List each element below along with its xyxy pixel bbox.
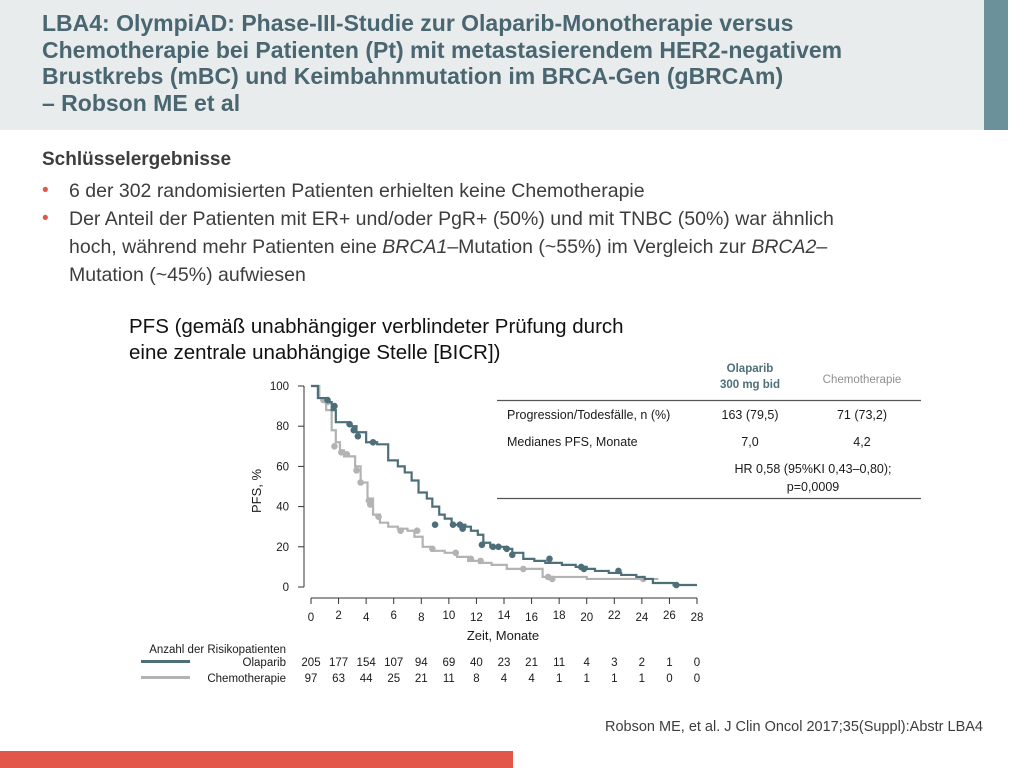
risk-value: 21 [414, 673, 428, 685]
chart-title-line: PFS (gemäß unabhängiger verblindeter Prüfung durch [129, 315, 624, 338]
title-line: – Robson ME et al [42, 89, 241, 116]
risk-value: 1 [638, 673, 646, 685]
censor-mark [477, 558, 484, 565]
risk-value: 21 [525, 657, 538, 669]
risk-value: 0 [666, 673, 673, 685]
x-tick-label: 14 [497, 610, 511, 622]
censor-mark [346, 421, 353, 428]
censor-mark [479, 541, 486, 548]
risk-value: 40 [470, 657, 483, 669]
risk-value: 94 [414, 657, 428, 669]
risk-value: 23 [497, 657, 511, 669]
bullet-text: Mutation (~45%) aufwiesen [69, 264, 306, 286]
x-tick-label: 10 [442, 610, 456, 622]
censor-mark [370, 439, 377, 446]
censor-mark [429, 546, 436, 553]
risk-value: 1 [611, 673, 618, 685]
censor-mark [495, 544, 502, 551]
risk-value: 97 [304, 673, 318, 685]
y-tick-label: 40 [276, 501, 289, 514]
gene-name: BRCA2 [751, 236, 817, 258]
censor-mark [357, 479, 364, 486]
bullet-text: • 6 der 302 randomisierten Patienten erhielten keine Chemotherapie [69, 180, 645, 202]
censor-mark [673, 582, 680, 589]
censor-mark [509, 552, 516, 559]
censor-mark [450, 521, 457, 528]
censor-mark [459, 525, 466, 532]
x-tick-label: 0 [307, 612, 315, 624]
censor-mark [546, 556, 553, 563]
censor-mark [549, 576, 556, 583]
x-tick-label: 26 [663, 610, 676, 622]
summary-value: 163 (79,5) [721, 408, 779, 422]
risk-value: 63 [332, 673, 345, 685]
censor-mark [468, 556, 475, 563]
risk-value: 4 [528, 673, 535, 685]
y-tick-label: 80 [276, 421, 289, 434]
risk-value: 177 [328, 657, 349, 669]
risk-value: 1 [583, 673, 590, 685]
title-line: Chemotherapie bei Patienten (Pt) mit metastasierendem HER2-negativem [42, 36, 843, 63]
censor-mark [397, 527, 404, 534]
censor-mark [452, 550, 459, 557]
risk-value: 11 [553, 657, 566, 669]
y-tick-label: 0 [282, 582, 289, 594]
risk-value: 8 [473, 673, 480, 685]
censor-mark [331, 403, 338, 410]
x-tick-label: 24 [635, 612, 649, 624]
x-tick-label: 28 [690, 612, 704, 624]
censor-mark [350, 427, 357, 434]
risk-values [301, 657, 700, 685]
risk-value: 0 [693, 673, 701, 685]
risk-value: 205 [301, 657, 321, 669]
risk-value: 3 [611, 657, 618, 669]
risk-value: 69 [442, 657, 456, 669]
bullet-text-part: –Mutation (~55%) im Vergleich zur [447, 236, 752, 258]
censor-mark [581, 566, 588, 573]
y-tick-label: 60 [276, 461, 289, 474]
risk-value: 2 [638, 657, 646, 669]
bullet-text-part: – [816, 236, 828, 258]
censor-mark [355, 433, 362, 440]
x-axis-label: Zeit, Monate [466, 628, 540, 643]
summary-row-label: Progression/Todesfälle, n (%) [507, 408, 671, 422]
summary-col-chemo: Chemotherapie [822, 374, 902, 386]
summary-value: 7,0 [741, 435, 759, 449]
x-tick-label: 4 [362, 612, 370, 624]
chart-title-line: eine zentrale unabhängige Stelle [BICR]) [129, 341, 501, 364]
censor-mark [367, 501, 374, 508]
bullet-text-part: hoch, während mehr Patienten eine [69, 236, 383, 258]
y-tick-label: 100 [269, 381, 289, 393]
x-tick-label: 2 [335, 610, 342, 622]
censor-mark [432, 521, 439, 528]
summary-value: 71 (73,2) [836, 408, 888, 422]
risk-value: 154 [356, 657, 376, 669]
risk-value: 1 [555, 673, 563, 685]
x-tick-label: 16 [525, 612, 538, 624]
risk-row-label: Chemotherapie [207, 673, 286, 685]
risk-value: 11 [442, 673, 455, 685]
section-heading: Schlüsselergebnisse [42, 149, 232, 170]
censor-mark [503, 546, 510, 553]
footer-bar [0, 751, 513, 768]
censor-mark [615, 568, 622, 575]
risk-value: 44 [359, 673, 373, 685]
summary-col-olaparib: Olaparib [726, 363, 774, 375]
censor-mark [344, 451, 351, 458]
x-tick-label: 22 [607, 610, 621, 622]
summary-row-label: Medianes PFS, Monate [507, 435, 638, 449]
censor-mark [324, 397, 331, 404]
citation: Robson ME, et al. J Clin Oncol 2017;35(Suppl):Abstr LBA4 [605, 719, 983, 735]
censor-mark [414, 527, 421, 534]
x-tick-label: 8 [418, 612, 425, 624]
hazard-ratio: HR 0,58 (95%KI 0,43–0,80); [734, 462, 892, 476]
censor-mark [520, 566, 527, 573]
risk-row-label: Olaparib [242, 657, 286, 669]
risk-value: 4 [583, 657, 590, 669]
x-tick-label: 6 [390, 610, 397, 622]
risk-table-header: Anzahl der Risikopatienten [149, 644, 286, 656]
x-tick-label: 18 [552, 610, 566, 622]
title-line: LBA4: OlympiAD: Phase-III-Studie zur Olaparib-Monotherapie versus [42, 10, 794, 36]
p-value: p=0,0009 [786, 480, 840, 494]
risk-value: 107 [384, 657, 404, 669]
bullet-text: • Der Anteil der Patienten mit ER+ und/oder PgR+ (50%) und mit TNBC (50%) war ähnlich [69, 208, 834, 230]
risk-value: 1 [666, 657, 673, 669]
gene-name: BRCA1 [382, 236, 448, 258]
title-line: Brustkrebs (mBC) und Keimbahnmutation im BRCA-Gen (gBRCAm) [42, 63, 784, 89]
x-tick-label: 20 [580, 612, 594, 624]
summary-value: 4,2 [853, 435, 871, 449]
y-tick-label: 20 [276, 541, 289, 554]
risk-value: 25 [387, 673, 401, 685]
censor-mark [375, 513, 382, 520]
censor-mark [331, 443, 338, 450]
risk-value: 4 [500, 673, 508, 685]
censor-mark [353, 467, 360, 474]
y-axis-label: PFS, % [249, 468, 264, 514]
x-tick-label: 12 [470, 612, 483, 624]
summary-col-olaparib-dose: 300 mg bid [719, 379, 781, 391]
risk-value: 0 [693, 657, 701, 669]
